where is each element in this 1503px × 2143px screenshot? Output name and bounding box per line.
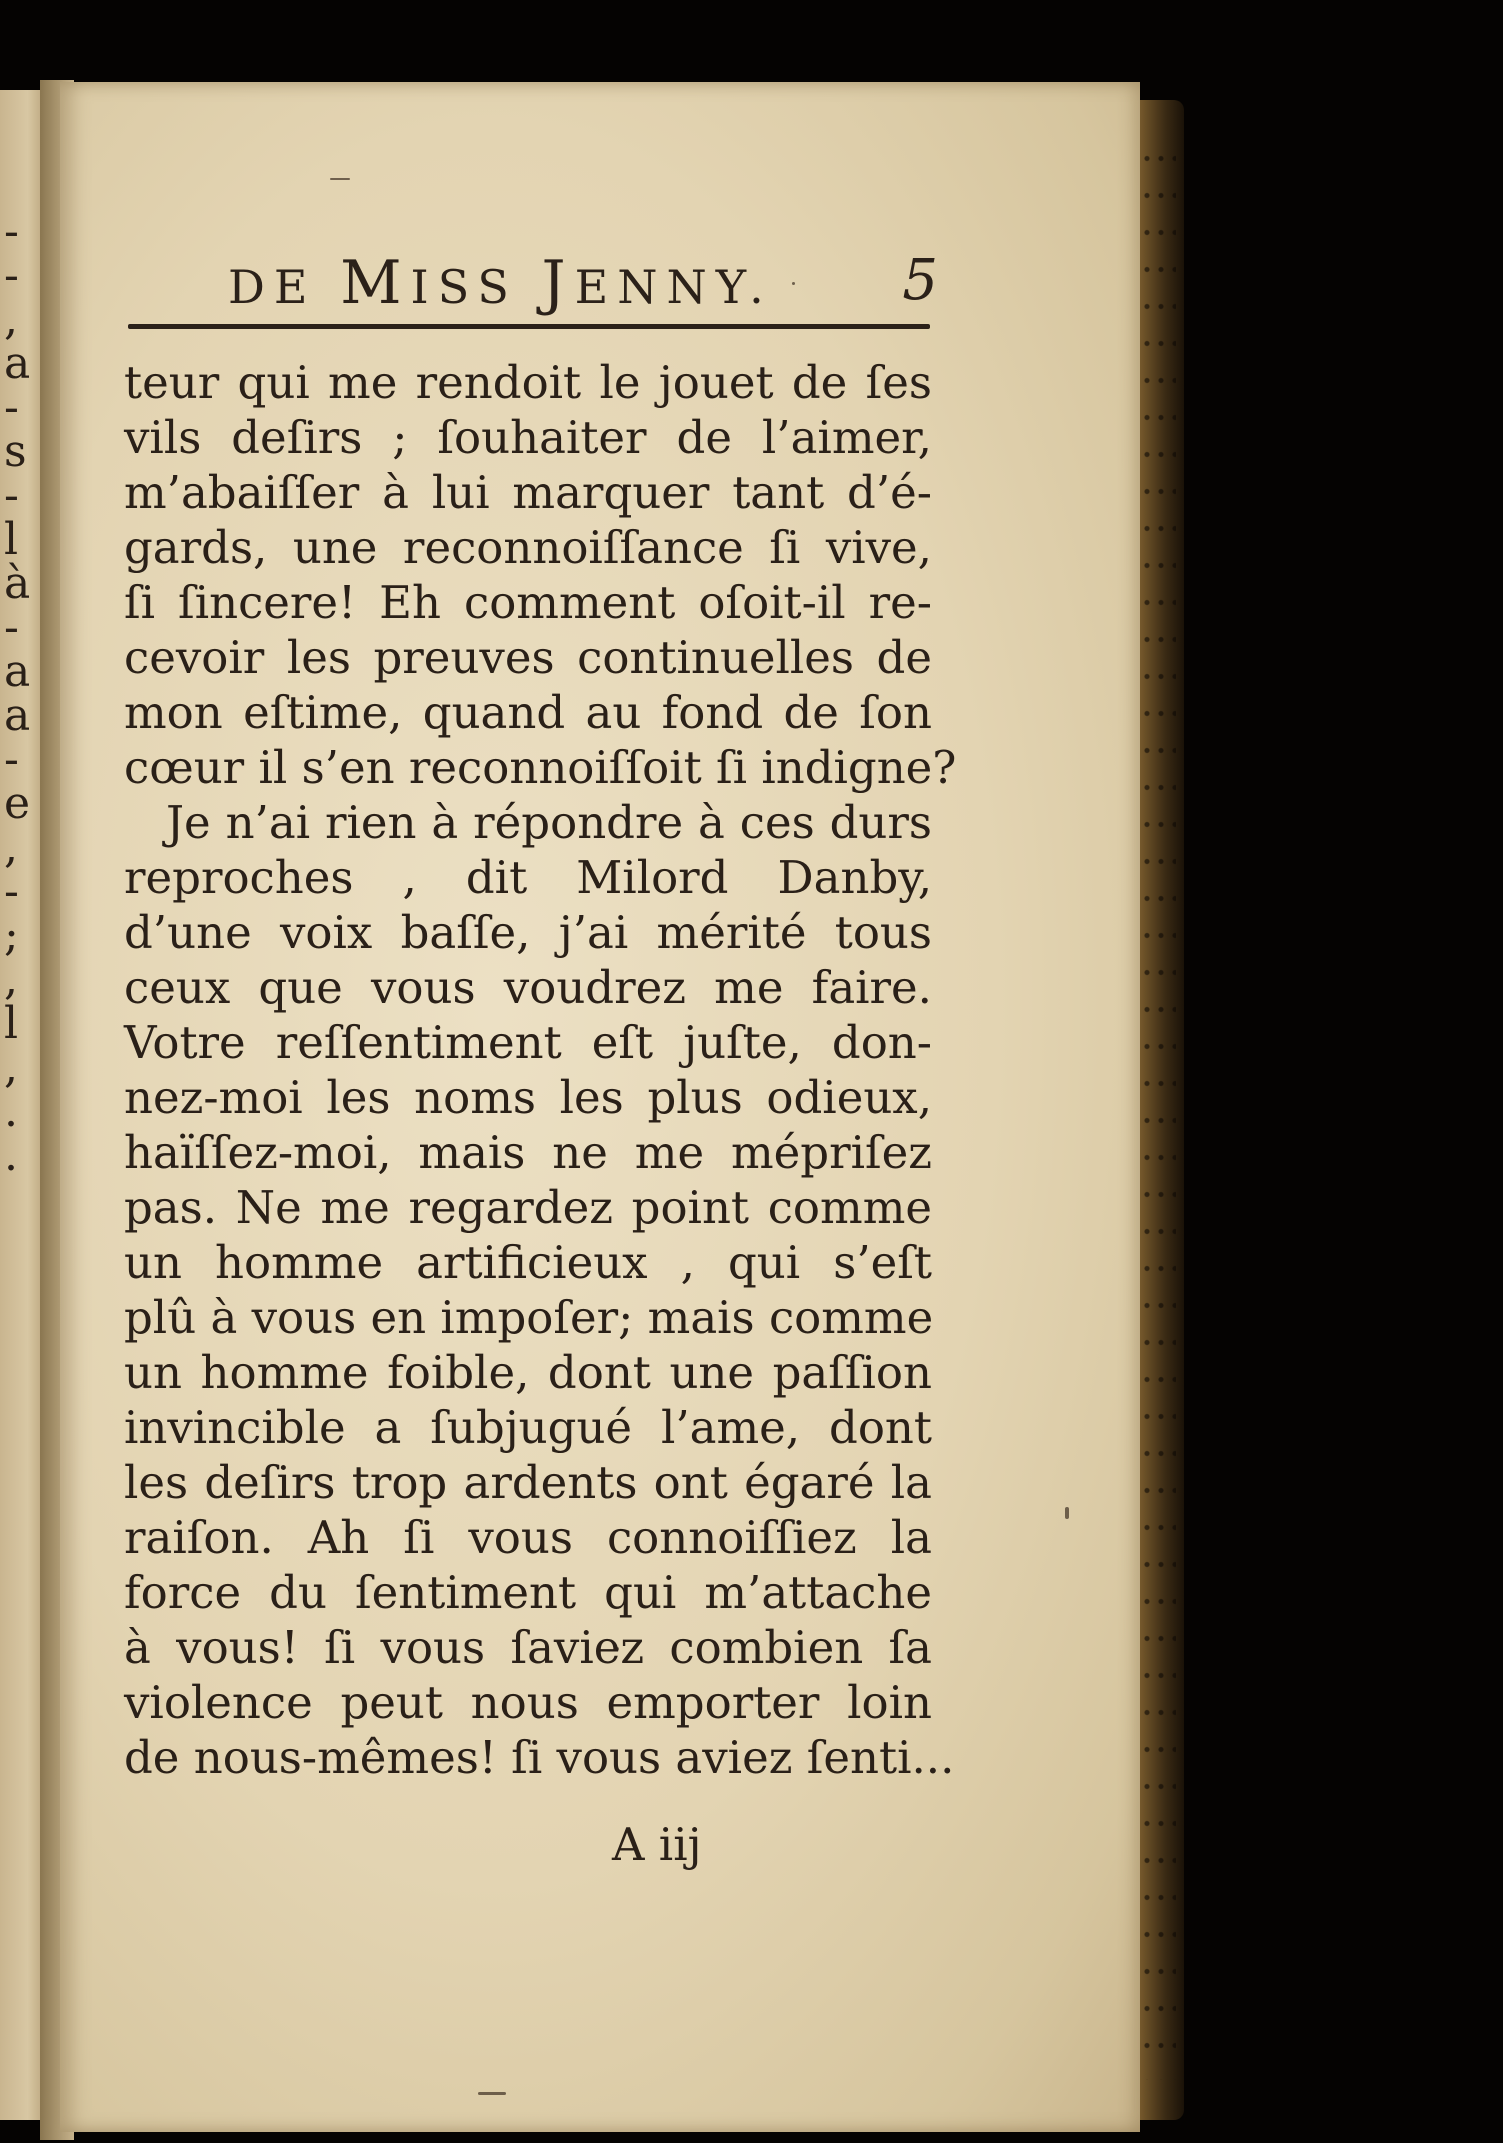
running-head-part: ENNY. bbox=[574, 260, 773, 314]
text-line: de nous-mêmes! ſi vous aviez ſenti... bbox=[124, 1731, 955, 1784]
text-line: force du ſentiment qui m’attache bbox=[124, 1566, 932, 1619]
text-line: teur qui me rendoit le jouet de ſes bbox=[124, 356, 932, 409]
margin-mark: . bbox=[4, 1086, 18, 1137]
text-line: pas. Ne me regardez point comme bbox=[124, 1181, 932, 1234]
text-line: m’abaiſſer à lui marquer tant d’é- bbox=[124, 466, 932, 519]
margin-mark: a bbox=[4, 690, 31, 741]
text-line: ſi ſincere! Eh comment oſoit-il re- bbox=[124, 576, 932, 629]
margin-mark: à bbox=[4, 558, 31, 609]
text-line: vils deſirs ; ſouhaiter de l’aimer, bbox=[124, 411, 932, 464]
text-line: nez-moi les noms les plus odieux, bbox=[124, 1071, 932, 1124]
text-line: un homme artificieux , qui s’eſt bbox=[124, 1236, 932, 1289]
margin-mark: - bbox=[4, 382, 19, 433]
margin-mark: e bbox=[4, 778, 31, 829]
text-line: un homme foible, dont une paſſion bbox=[124, 1346, 932, 1399]
margin-mark: - bbox=[4, 866, 19, 917]
text-line: raiſon. Ah ſi vous connoiſſiez la bbox=[124, 1511, 932, 1564]
text-line: cevoir les preuves continuelles de bbox=[124, 631, 932, 684]
margin-mark: l bbox=[4, 998, 19, 1049]
margin-mark: - bbox=[4, 734, 19, 785]
margin-mark: - bbox=[4, 602, 19, 653]
running-head-part: J bbox=[541, 248, 575, 318]
text-line: haïſſez-moi, mais ne me mépriſez bbox=[124, 1126, 932, 1179]
margin-mark: s bbox=[4, 426, 27, 477]
page-number: 5 bbox=[902, 248, 938, 313]
margin-mark: ; bbox=[4, 910, 19, 961]
facing-page-margin-text bbox=[4, 90, 44, 2120]
running-head-part: D bbox=[228, 260, 274, 314]
text-line: cœur il s’en reconnoiſſoit ſi indigne? bbox=[124, 741, 957, 794]
body-text bbox=[124, 355, 957, 1785]
text-line: ceux que vous voudrez me faire. bbox=[124, 961, 932, 1014]
margin-mark: a bbox=[4, 338, 31, 389]
running-head-title bbox=[228, 248, 773, 318]
margin-mark: , bbox=[4, 954, 18, 1005]
text-line: à vous! ſi vous ſaviez combien ſa bbox=[124, 1621, 932, 1674]
margin-mark: - bbox=[4, 250, 19, 301]
text-line: mon eſtime, quand au fond de ſon bbox=[124, 686, 932, 739]
margin-mark: , bbox=[4, 822, 18, 873]
header-rule bbox=[128, 324, 930, 329]
margin-mark: a bbox=[4, 646, 31, 697]
margin-mark: - bbox=[4, 470, 19, 521]
text-line: Je n’ai rien à répondre à ces durs bbox=[166, 796, 932, 849]
text-line: gards, une reconnoiſſance ſi vive, bbox=[124, 521, 932, 574]
margin-mark: . bbox=[4, 1130, 18, 1181]
text-line: les deſirs trop ardents ont égaré la bbox=[124, 1456, 932, 1509]
text-line: reproches , dit Milord Danby, bbox=[124, 851, 932, 904]
text-line: Votre reſſentiment eſt juſte, don- bbox=[124, 1016, 932, 1069]
text-line: plû à vous en impoſer; mais comme bbox=[124, 1291, 934, 1344]
running-head-part: E bbox=[273, 260, 341, 314]
text-line: violence peut nous emporter loin bbox=[124, 1676, 932, 1729]
running-head bbox=[228, 248, 938, 328]
text-line: d’une voix baſſe, j’ai mérité tous bbox=[124, 906, 932, 959]
margin-mark: , bbox=[4, 294, 18, 345]
margin-mark: , bbox=[4, 1042, 18, 1093]
margin-mark: - bbox=[4, 206, 19, 257]
running-head-part: ISS bbox=[410, 260, 542, 314]
running-head-part: M bbox=[340, 248, 411, 318]
text-line: invincible a ſubjugué l’ame, dont bbox=[124, 1401, 932, 1454]
signature-mark: A iij bbox=[612, 1818, 702, 1871]
spine-texture bbox=[1140, 140, 1176, 2080]
margin-mark: l bbox=[4, 514, 19, 565]
